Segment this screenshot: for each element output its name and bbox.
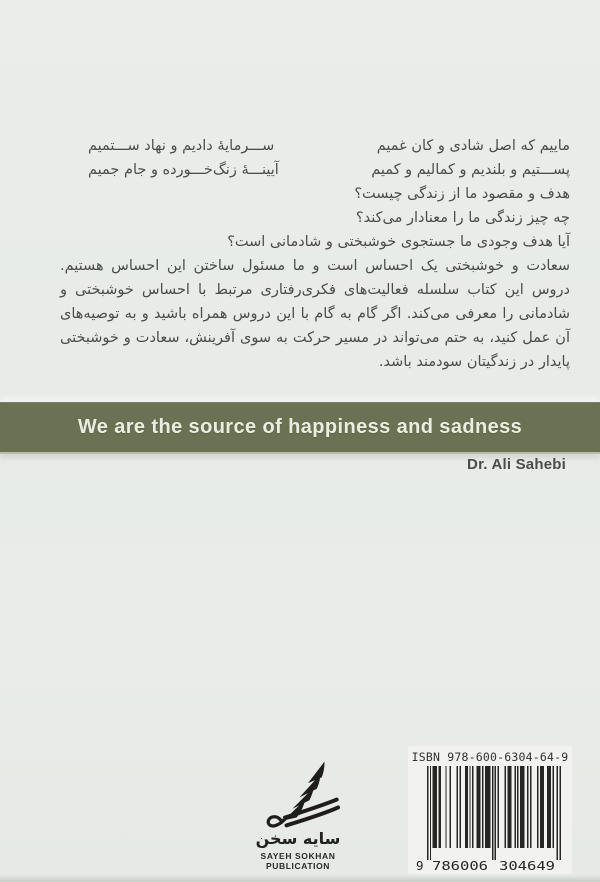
verse-1-left-hemistich: ســـرمایۀ دادیم و نهاد ســـتمیم <box>88 138 275 154</box>
persian-text-block <box>60 134 570 374</box>
isbn-barcode-panel <box>408 746 572 874</box>
verse-line-2 <box>60 158 570 182</box>
verse-line-1 <box>60 134 570 158</box>
page-bottom-shadow <box>0 875 600 882</box>
publisher-name-english <box>228 851 368 871</box>
question-line-3: آیا هدف وجودی ما جستجوی خوشبختی و شادمانی است؟ <box>227 234 570 250</box>
svg-text:9: 9 <box>416 858 424 872</box>
isbn-label: ISBN 978-600-6304-64-9 <box>411 750 569 764</box>
english-title: We are the source of happiness and sadness <box>77 416 523 438</box>
feather-quill-icon <box>255 760 341 832</box>
title-band <box>0 402 600 454</box>
publisher-logo <box>228 760 368 871</box>
publisher-name-farsi: سایه سخن <box>255 829 341 848</box>
question-line-1: هدف و مقصود ما از زندگی چیست؟ <box>354 186 570 202</box>
verse-1-right-hemistich: ماییم که اصل شادی و کان غمیم <box>376 138 570 154</box>
ean13-barcode <box>415 766 565 872</box>
publisher-type-line: PUBLICATION <box>265 861 331 871</box>
verse-2-left-hemistich: آیینـــۀ زنگ‌خـــورده و جام جمیم <box>88 162 279 178</box>
verse-2-right-hemistich: پســـتیم و بلندیم و کمالیم و کمیم <box>371 162 570 178</box>
description-paragraph: سعادت و خوشبختی یک احساس است و ما مسئول ساختن این احساس هستیم. دروس این کتاب سلسله فعالیت‌های فکری‌رفتاری مرتبط با احساس خوشبختی و شادمانی را معرفی می‌کند. اگر گام به گام با این دروس همراه باشید و به توصیه‌های آن عمل کنید، به حتم می‌تواند در مسیر حرکت به سوی آفرینش، سعادت و خوشبختی پایدار در زندگیتان سودمند باشد. <box>60 258 570 370</box>
svg-text:786006: 786006 <box>432 858 488 872</box>
svg-text:304649: 304649 <box>499 858 555 872</box>
publisher-name-line: SAYEH SOKHAN <box>260 851 336 861</box>
question-line-2: چه چیز زندگی ما را معنادار می‌کند؟ <box>355 210 570 226</box>
author-name: Dr. Ali Sahebi <box>467 456 566 473</box>
